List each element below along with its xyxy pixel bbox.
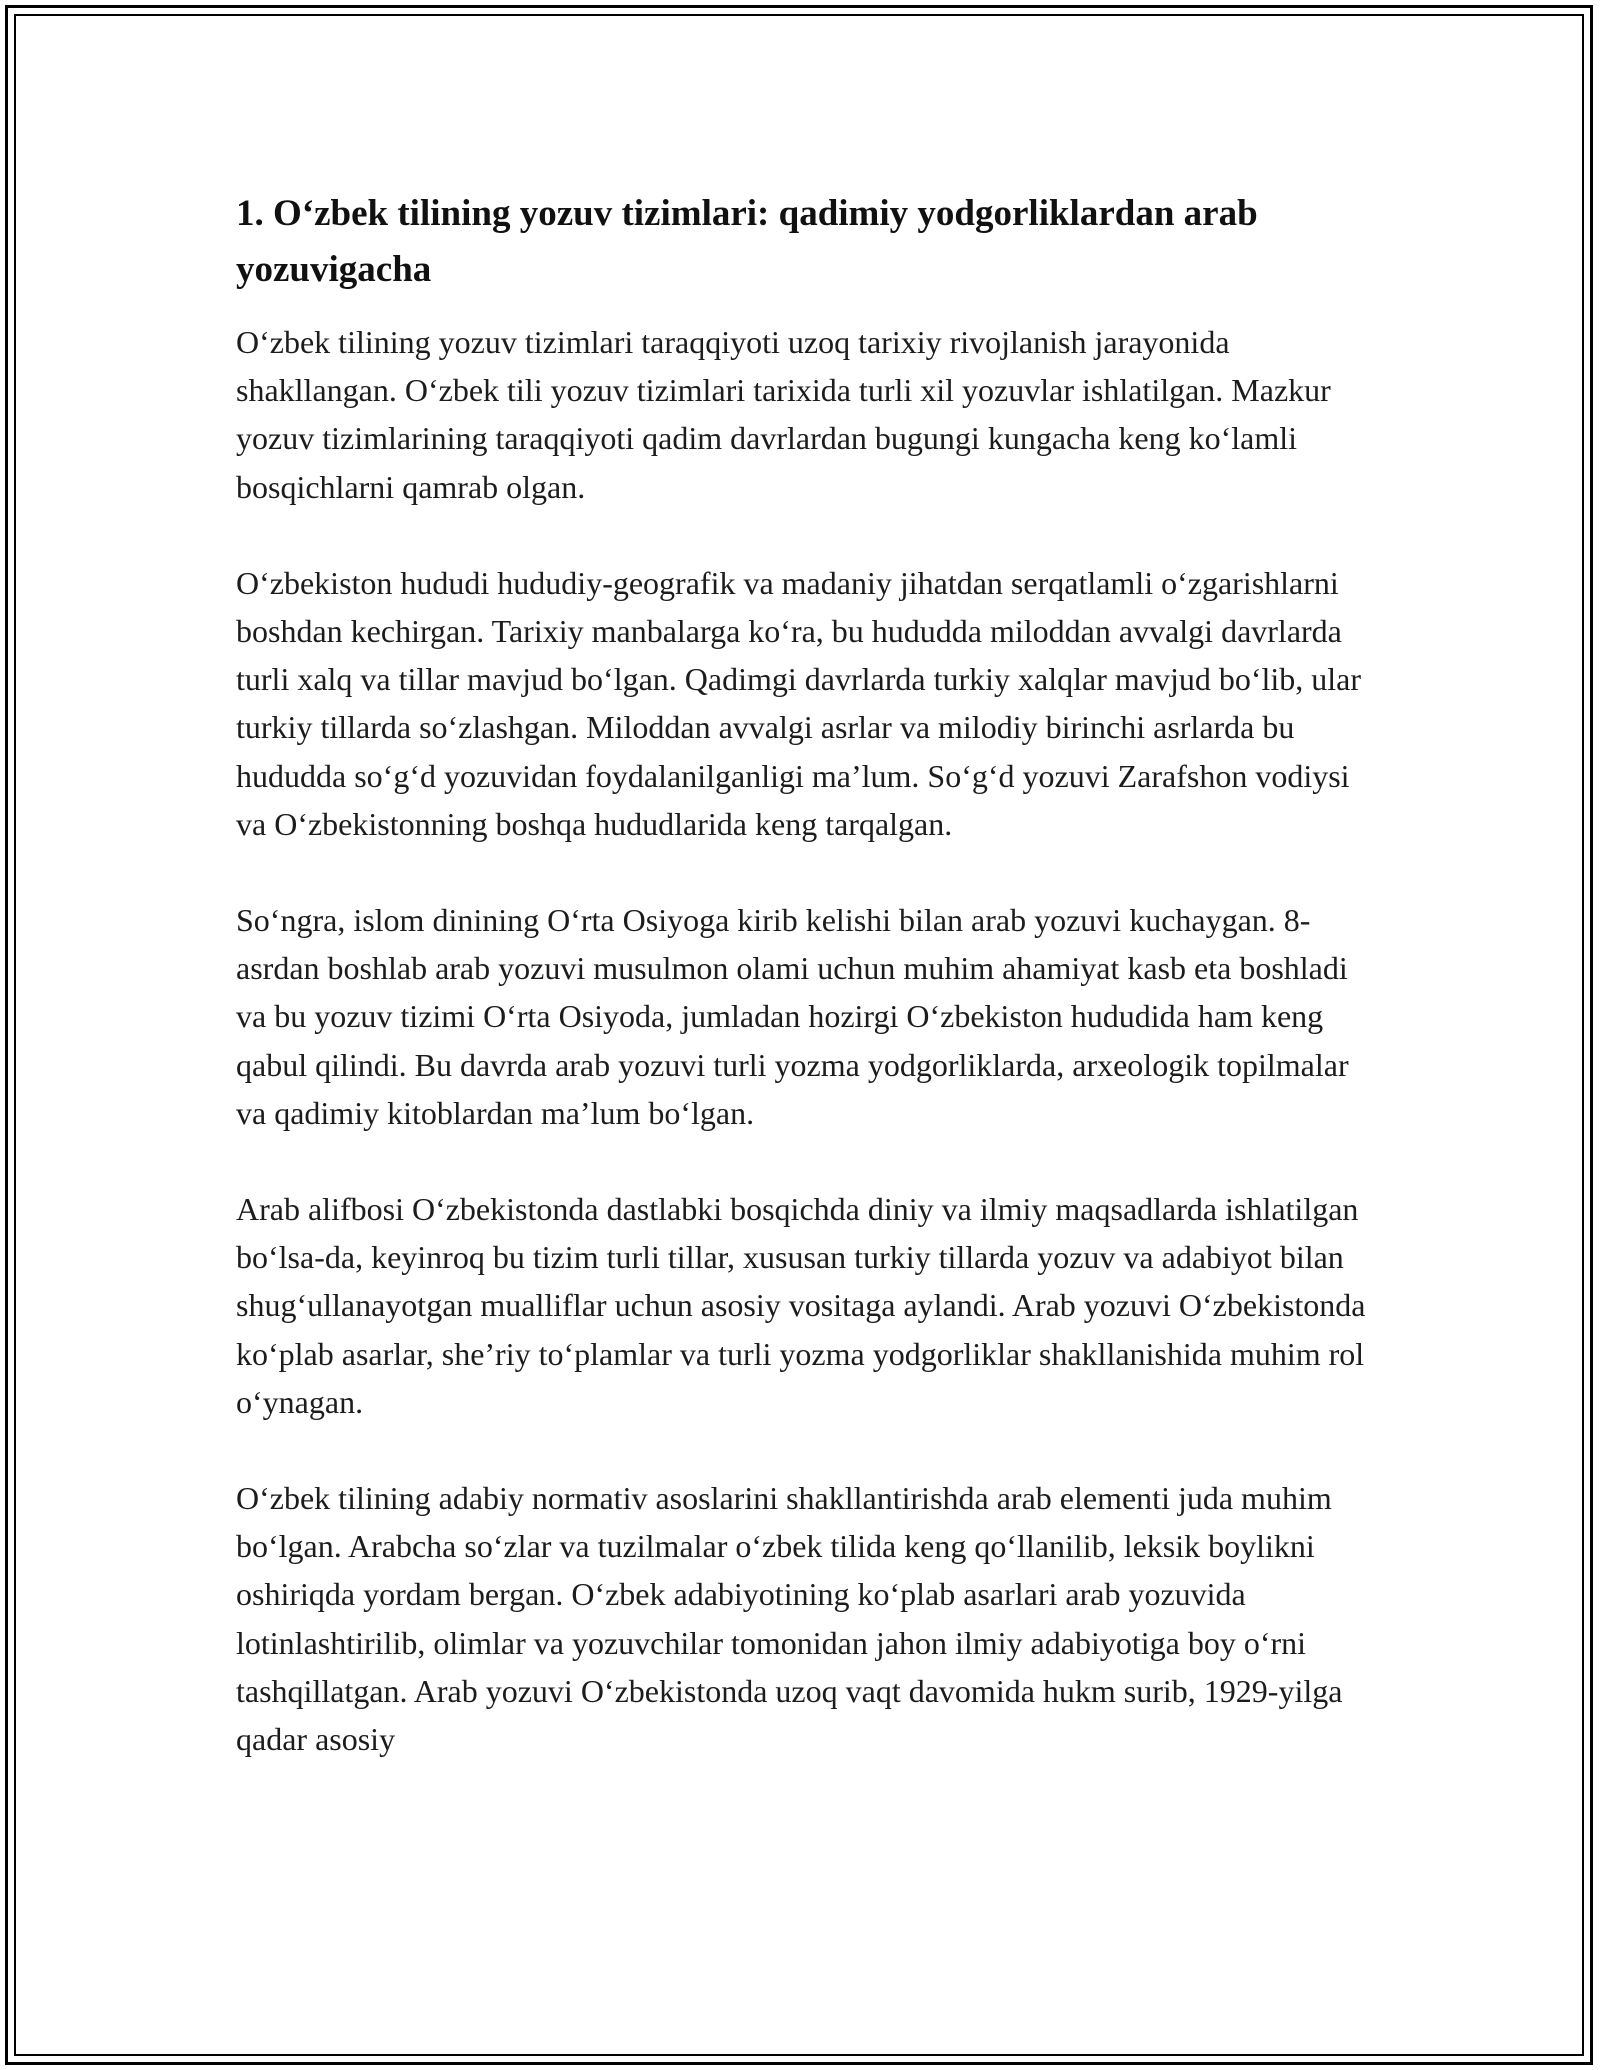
section-heading: 1. O‘zbek tilining yozuv tizimlari: qadimiy yodgorliklardan arab yozuvigacha	[236, 193, 1258, 290]
paragraph-4: Arab alifbosi O‘zbekistonda dastlabki bosqichda diniy va ilmiy maqsadlarda ishlatilgan bo‘lsa-da, keyinroq bu tizim turli tillar, xususan turkiy tillarda yozuv va adabiyot bilan shug‘ullanayotgan mualliflar uchun asosiy vositaga aylandi. Arab yozuvi O‘zbekistonda ko‘plab asarlar, she’riy to‘plamlar va turli yozma yodgorliklar shakllanishida muhim rol o‘ynagan.	[236, 1191, 1366, 1420]
paragraph-3: So‘ngra, islom dinining O‘rta Osiyoga kirib kelishi bilan arab yozuvi kuchaygan. 8-asrdan boshlab arab yozuvi musulmon olami uchun muhim ahamiyat kasb eta boshladi va bu yozuv tizimi O‘rta Osiyoda, jumladan hozirgi O‘zbekiston hududida ham keng qabul qilindi. Bu davrda arab yozuvi turli yozma yodgorliklarda, arxeologik topilmalar va qadimiy kitoblardan ma’lum bo‘lgan.	[236, 902, 1349, 1131]
paragraph-5: O‘zbek tilining adabiy normativ asoslarini shakllantirishda arab elementi juda muhim bo‘lgan. Arabcha so‘zlar va tuzilmalar o‘zbek tilida keng qo‘llanilib, leksik boylikni oshiriqda yordam bergan. O‘zbek adabiyotining ko‘plab asarlari arab yozuvida lotinlashtirilib, olimlar va yozuvchilar tomonidan jahon ilmiy adabiyotiga boy o‘rni tashqillatgan. Arab yozuvi O‘zbekistonda uzoq vaqt davomida hukm surib, 1929-yilga qadar asosiy	[236, 1480, 1343, 1758]
paragraph-1: O‘zbek tilining yozuv tizimlari taraqqiyoti uzoq tarixiy rivojlanish jarayonida shakllangan. O‘zbek tili yozuv tizimlari tarixida turli xil yozuvlar ishlatilgan. Mazkur yozuv tizimlarining taraqqiyoti qadim davrlardan bugungi kungacha keng ko‘lamli bosqichlarni qamrab olgan.	[236, 324, 1331, 505]
paragraph-2: O‘zbekiston hududi hududiy-geografik va madaniy jihatdan serqatlamli o‘zgarishlarni boshdan kechirgan. Tarixiy manbalarga ko‘ra, bu hududda miloddan avvalgi davrlarda turli xalq va tillar mavjud bo‘lgan. Qadimgi davrlarda turkiy xalqlar mavjud bo‘lib, ular turkiy tillarda so‘zlashgan. Miloddan avvalgi asrlar va milodiy birinchi asrlarda bu hududda so‘g‘d yozuvidan foydalanilganligi ma’lum. So‘g‘d yozuvi Zarafshon vodiysi va O‘zbekistonning boshqa hududlarida keng tarqalgan.	[236, 564, 1362, 842]
document-body	[236, 186, 1376, 1811]
